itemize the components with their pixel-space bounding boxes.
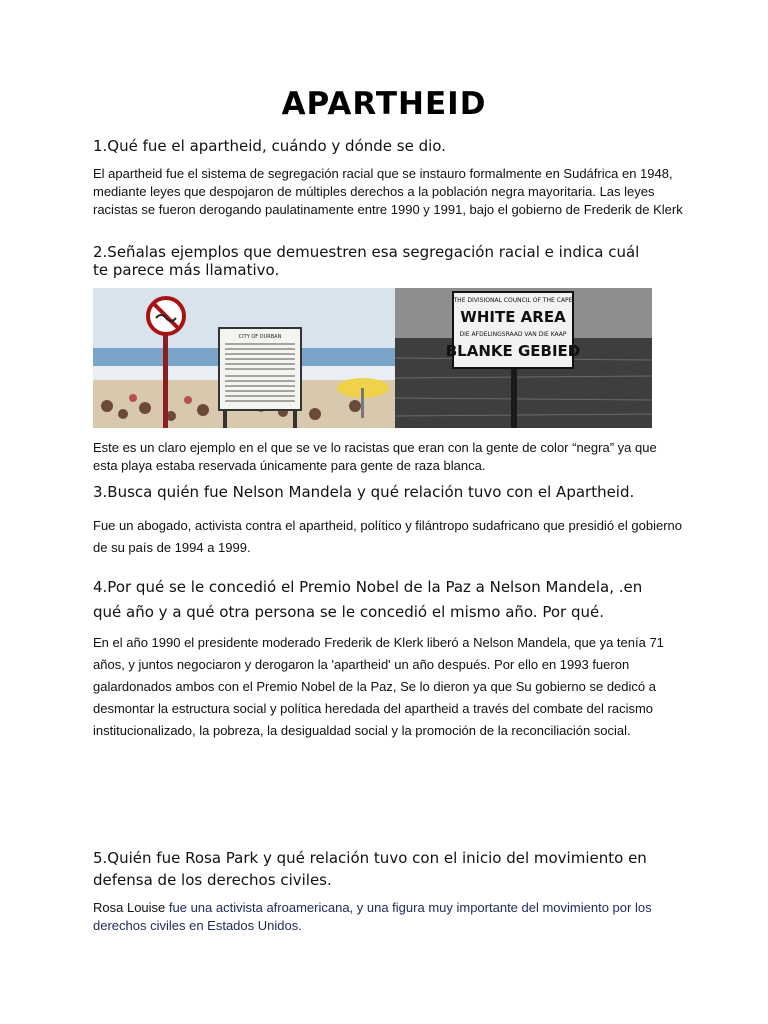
- sign-blanke-gebied: BLANKE GEBIED: [445, 342, 581, 360]
- answer-2: Este es un claro ejemplo en el que se ve lo racistas que eran con la gente de color “negra” ya que esta playa estaba reservada únicamente para gente de raza blanca.: [93, 440, 657, 473]
- sign-white-area: WHITE AREA: [460, 308, 566, 326]
- question-3: 3.Busca quién fue Nelson Mandela y qué relación tuvo con el Apartheid.: [93, 483, 635, 501]
- segregation-photos: [93, 288, 652, 428]
- question-4: 4.Por qué se le concedió el Premio Nobel de la Paz a Nelson Mandela, .en qué año y a qué otra persona se le concedió el mismo año. Por qué.: [93, 578, 643, 621]
- white-area-sign-photo: [395, 288, 652, 428]
- beach-photo: [93, 288, 395, 428]
- document-title: APARTHEID: [281, 86, 487, 122]
- beach-sign-heading: CITY OF DURBAN: [238, 334, 282, 340]
- sign-sub-text: DIE AFDELINGSRAAD VAN DIE KAAP: [459, 331, 567, 338]
- answer-5: [93, 899, 683, 935]
- answer-3: Fue un abogado, activista contra el apartheid, político y filántropo sudafricano que presidió el gobierno de su país de 1994 a 1999.: [93, 518, 682, 555]
- answer-5-name: Rosa Louise: [93, 900, 166, 915]
- answer-1: El apartheid fue el sistema de segregación racial que se instauro formalmente en Sudáfrica en 1948, mediante leyes que despojaron de múltiples derechos a la población negra mayoritaria. Las leyes racistas se fueron derogando paulatinamente entre 1990 y 1991, bajo el gobierno de Frederik de Klerk: [93, 166, 683, 217]
- question-2: 2.Señalas ejemplos que demuestren esa segregación racial e indica cuál te parece más llamativo.: [93, 243, 640, 279]
- answer-4: En el año 1990 el presidente moderado Frederik de Klerk liberó a Nelson Mandela, que ya tenía 71 años, y juntos negociaron y derogaron la 'apartheid' un año después. Por ello en 1993 fueron galardonados ambos con el Premio Nobel de la Paz, Se lo dieron ya que Su gobierno se dedicó a desmontar la estructura social y política heredada del apartheid a través del combate del racismo institucionalizado, la pobreza, la desigualdad social y la promoción de la reconciliación social.: [93, 635, 664, 738]
- question-5: 5.Quién fue Rosa Park y qué relación tuvo con el inicio del movimiento en defensa de los derechos civiles.: [93, 849, 647, 889]
- question-1: 1.Qué fue el apartheid, cuándo y dónde se dio.: [93, 137, 446, 155]
- sign-top-text: THE DIVISIONAL COUNCIL OF THE CAPE: [453, 297, 573, 304]
- answer-5-text: fue una activista afroamericana, y una figura muy importante del movimiento por los derechos civiles en Estados Unidos.: [93, 900, 652, 933]
